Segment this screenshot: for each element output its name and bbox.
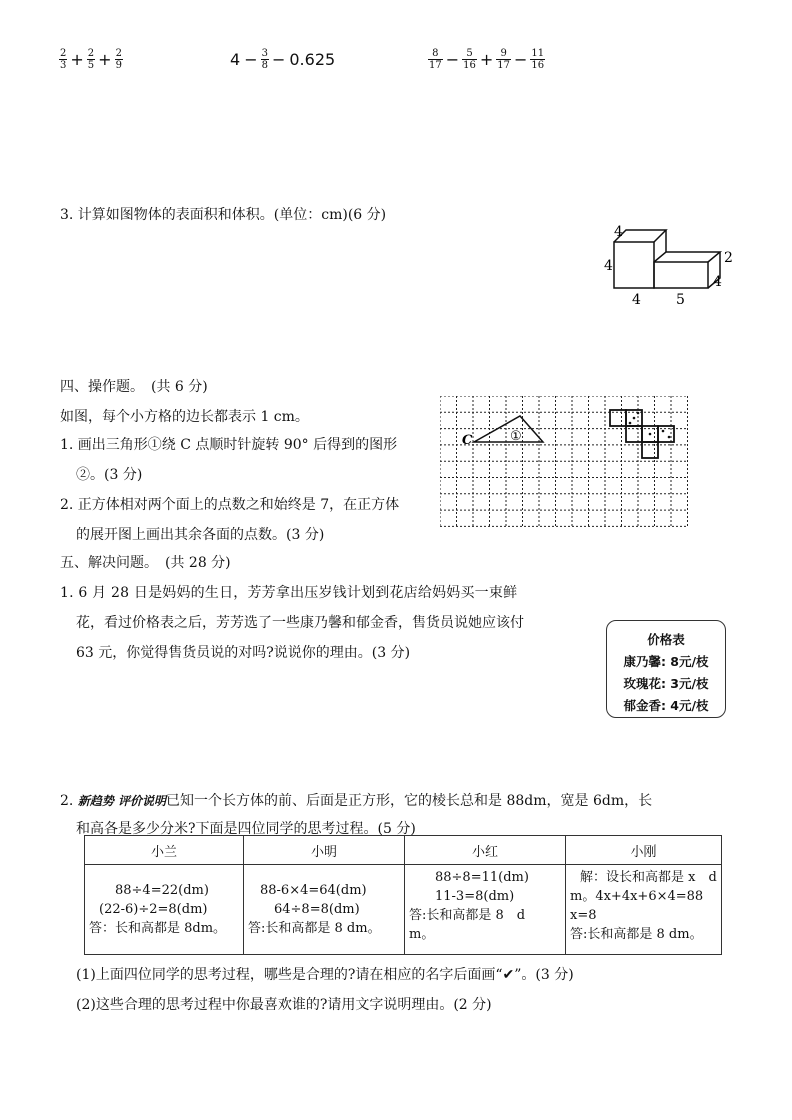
fraction: $\frac{9}{17}$ [497,48,511,71]
fraction: $\frac{3}{8}$ [261,48,268,71]
header-xiaolan: 小兰 [85,836,244,865]
dim-bottom-left: 4 [632,292,641,306]
operator: + [70,50,84,69]
section-5-q1-line2: 花，看过价格表之后，芳芳选了一些康乃馨和郁金香，售货员说她应该付 [76,615,524,631]
cell-xiaoming: 88-6×4=64(dm) 64÷8=8(dm) 答:长和高都是 8 dm。 [244,865,405,955]
fraction: $\frac{5}{16}$ [463,48,476,71]
sub-question-2: (2)这些合理的思考过程中你最喜欢谁的?请用文字说明理由。(2 分) [76,997,492,1013]
section-4-title: 四、操作题。 (共 6 分) [60,379,208,395]
section-5-q1-line3: 63 元，你觉得售货员说的对吗?说说你的理由。(3 分) [76,645,411,661]
section-5-q2-line2: 和高各是多少分米?下面是四位同学的思考过程。(5 分) [76,821,416,837]
dotted-grid [440,396,690,528]
sub-question-1: (1)上面四位同学的思考过程，哪些是合理的?请在相应的名字后面画“✔”。(3 分) [76,967,574,983]
table-row [85,865,722,955]
section-4-intro: 如图，每个小方格的边长都表示 1 cm。 [60,409,309,425]
price-row-rose: 玫瑰花: 3元/枝 [623,676,709,691]
expression-2: 4 − $\frac{3}{8}$ − 0.625 [230,48,336,71]
section-5-title: 五、解决问题。 (共 28 分) [60,555,231,571]
point-c-label: C [462,433,473,448]
dim-left: 4 [604,258,613,274]
fraction: $\frac{2}{3}$ [60,48,67,71]
expression-1 [58,48,124,71]
price-row-tulip: 郁金香: 4元/枝 [623,698,709,713]
solid-figure [596,222,742,306]
expression-3: $\frac{8}{17}$ − $\frac{5}{16}$ + $\frac{9}{17}$ − $\frac{11}{16}$ [429,48,545,71]
header-xiaohong: 小红 [405,836,566,865]
dim-bottom-right: 5 [676,292,685,306]
cube-dots [629,412,671,439]
new-trend-tag: 新趋势 评价说明 [77,794,166,808]
header-xiaoming: 小明 [244,836,405,865]
section-4-item1: 1. 画出三角形①绕 C 点顺时针旋转 90° 后得到的图形 [60,437,398,453]
price-row-carnation: 康乃馨: 8元/枝 [623,654,709,669]
cell-xiaolan: 88÷4=22(dm) (22-6)÷2=8(dm) 答：长和高都是 8dm。 [85,865,244,955]
thinking-table [84,835,722,955]
fraction: $\frac{8}{17}$ [429,48,442,71]
price-table [606,620,726,718]
section-5-q2-line1: 2. 新趋势 评价说明已知一个长方体的前、后面是正方形，它的棱长总和是 88dm，宽是 6dm，长 [60,793,653,809]
section-5-q1-line1: 1. 6 月 28 日是妈妈的生日，芳芳拿出压岁钱计划到花店给妈妈买一束鲜 [60,585,518,601]
table-header-row [85,836,722,865]
dim-right: 2 [724,250,733,266]
fraction: $\frac{2}{5}$ [87,48,95,71]
section-4-item1-cont: ②。(3 分) [76,467,143,483]
triangle-1-label: ① [510,429,522,444]
header-xiaogang: 小刚 [566,836,722,865]
dim-depth: 4 [713,274,722,290]
fraction: $\frac{11}{16}$ [531,48,545,71]
dim-top: 4 [614,224,623,240]
fraction: $\frac{2}{9}$ [115,48,122,71]
section-4-item2-cont: 的展开图上画出其余各面的点数。(3 分) [76,527,325,543]
section-4-item2: 2. 正方体相对两个面上的点数之和始终是 7，在正方体 [60,497,400,513]
cube-net [610,410,674,458]
cell-xiaogang: 解：设长和高都是 x d m。4x+4x+6×4=88 x=8 答:长和高都是 8 dm。 [566,865,722,955]
price-table-title: 价格表 [647,632,685,647]
operator: + [98,50,112,69]
question-3-text: 3. 计算如图物体的表面积和体积。(单位：cm)(6 分) [60,207,387,223]
cell-xiaohong: 88÷8=11(dm) 11-3=8(dm) 答:长和高都是 8 d m。 [405,865,566,955]
